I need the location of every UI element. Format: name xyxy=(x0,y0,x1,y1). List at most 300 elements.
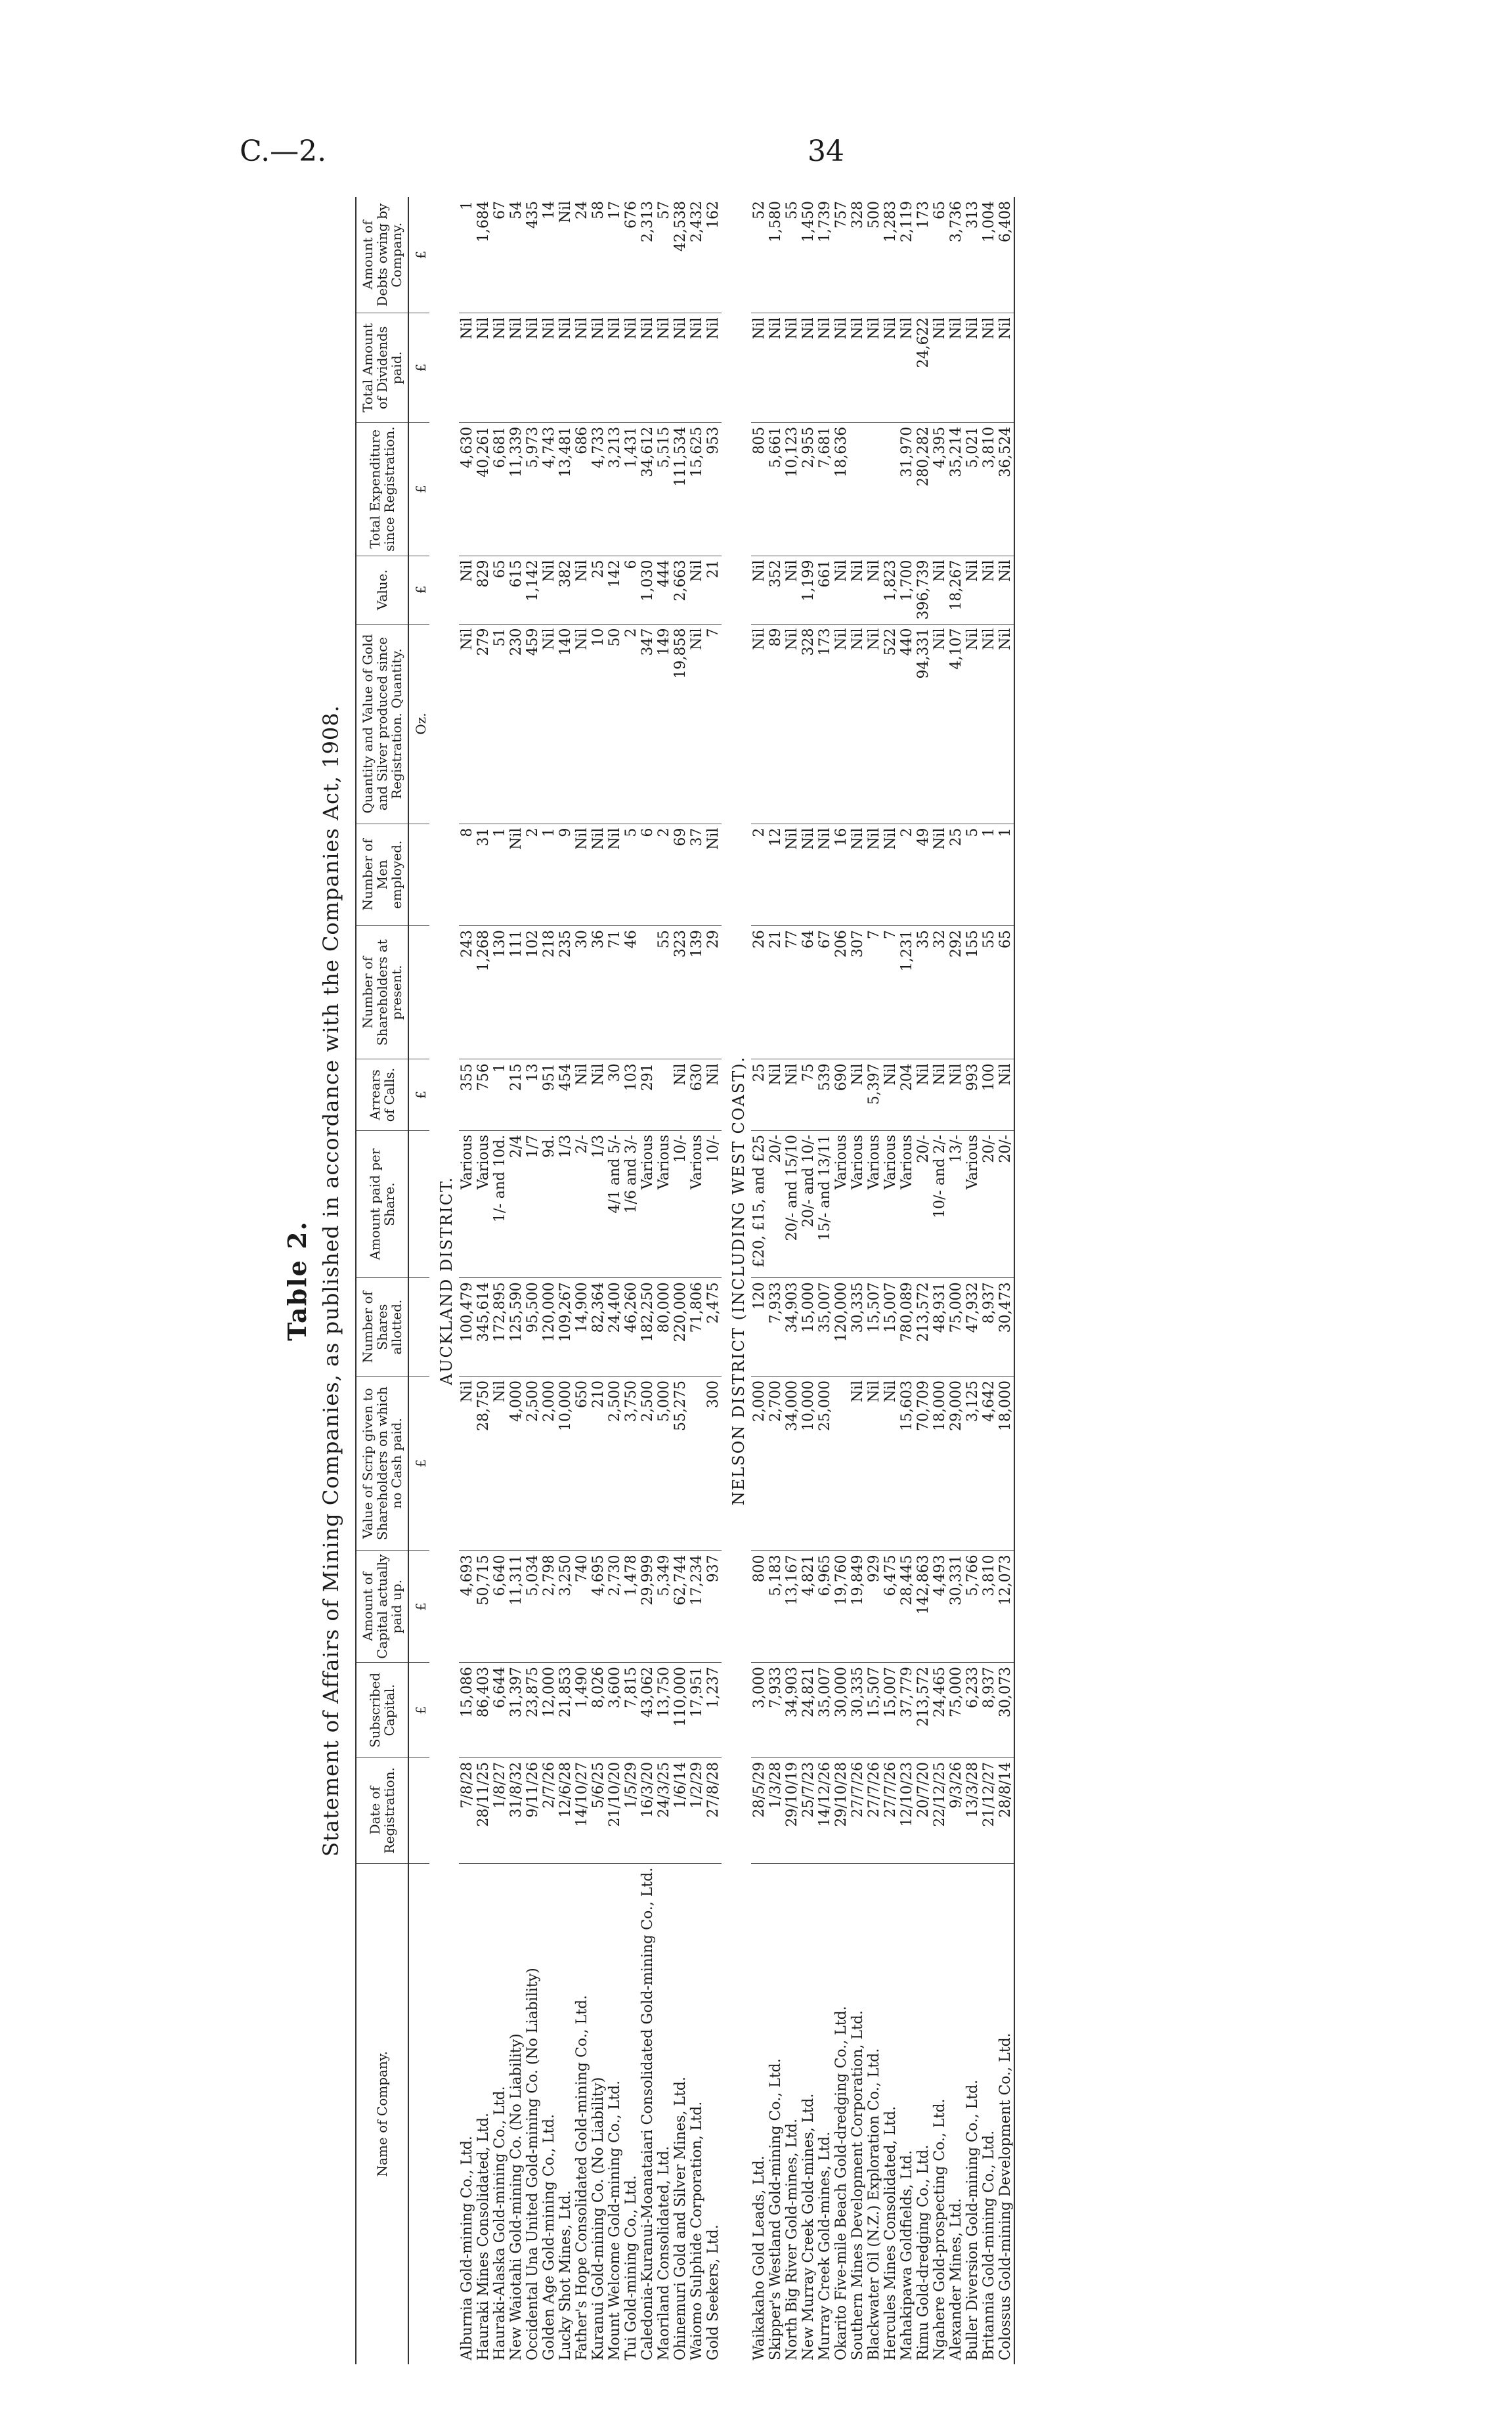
value-cell: 23,875 xyxy=(525,1663,541,1758)
value-cell: 2/- xyxy=(574,1130,590,1277)
value-cell: 17 xyxy=(607,197,623,313)
value-cell: 5,661 xyxy=(767,422,784,556)
value-cell: 235 xyxy=(557,926,574,1059)
value-cell: Nil xyxy=(882,824,899,926)
table-row xyxy=(833,197,850,2364)
value-cell: Nil xyxy=(751,624,767,824)
value-cell: 25 xyxy=(948,824,964,926)
value-cell: 953 xyxy=(705,422,722,556)
company-name-cell: New Murray Creek Gold-mines, Ltd. xyxy=(800,2093,817,2360)
value-cell: 2,432 xyxy=(689,197,705,313)
value-cell: 9/11/26 xyxy=(525,1757,541,1863)
value-cell: 630 xyxy=(689,1059,705,1131)
value-cell: 13/3/28 xyxy=(964,1757,981,1863)
value-cell: 210 xyxy=(590,1376,607,1550)
value-cell: 46 xyxy=(623,926,639,1059)
value-cell: 396,739 xyxy=(915,556,932,624)
value-cell: 30 xyxy=(607,1059,623,1131)
value-cell: 345,614 xyxy=(475,1278,492,1377)
value-cell: 204 xyxy=(899,1059,915,1131)
value-cell: 7,933 xyxy=(767,1278,784,1377)
value-cell: 29/10/19 xyxy=(784,1757,800,1863)
company-name-cell: Lucky Shot Mines, Ltd. xyxy=(557,2190,574,2360)
value-cell: 1,283 xyxy=(882,197,899,313)
value-cell: Nil xyxy=(459,624,475,824)
value-cell: 110,000 xyxy=(672,1663,689,1758)
value-cell: 30,473 xyxy=(997,1278,1014,1377)
value-cell: 149 xyxy=(656,624,672,824)
value-cell: 4,642 xyxy=(981,1376,997,1550)
value-cell: 29/10/28 xyxy=(833,1757,850,1863)
value-cell: 25,000 xyxy=(817,1376,833,1550)
table-row xyxy=(590,197,607,2364)
value-cell: 17,951 xyxy=(689,1663,705,1758)
value-cell: 103 xyxy=(623,1059,639,1131)
value-cell: 454 xyxy=(557,1059,574,1131)
value-cell: 230 xyxy=(508,624,525,824)
value-cell: 21,853 xyxy=(557,1663,574,1758)
company-name-cell: Okarito Five-mile Beach Gold-dredging Co., Ltd. xyxy=(833,2006,850,2360)
company-name-cell: Skipper's Westland Gold-mining Co., Ltd. xyxy=(767,2058,784,2360)
value-cell: 2 xyxy=(751,824,767,926)
table-row xyxy=(623,197,639,2364)
value-cell: 139 xyxy=(689,926,705,1059)
value-cell: Nil xyxy=(574,313,590,422)
value-cell: 2/4 xyxy=(508,1130,525,1277)
value-cell: 291 xyxy=(639,1059,656,1131)
value-cell: 12/10/23 xyxy=(899,1757,915,1863)
value-cell: 1,004 xyxy=(981,197,997,313)
value-cell: 292 xyxy=(948,926,964,1059)
value-cell: 4,493 xyxy=(932,1551,948,1663)
page-number: 34 xyxy=(808,135,844,168)
value-cell: 12 xyxy=(767,824,784,926)
value-cell: Nil xyxy=(850,1376,866,1550)
value-cell: 650 xyxy=(574,1376,590,1550)
value-cell: 13,167 xyxy=(784,1551,800,1663)
column-header: Amount paid per Share. xyxy=(356,1130,408,1277)
value-cell: 120 xyxy=(751,1278,767,1377)
value-cell: 28,445 xyxy=(899,1551,915,1663)
table-row xyxy=(639,197,656,2364)
value-cell: 1,700 xyxy=(899,556,915,624)
value-cell: 14/10/27 xyxy=(574,1757,590,1863)
value-cell: 16 xyxy=(833,824,850,926)
value-cell: 2,500 xyxy=(639,1376,656,1550)
company-name-cell: Hercules Mines Consolidated, Ltd. xyxy=(882,2106,899,2360)
companies-table xyxy=(355,197,1015,2364)
value-cell: 4,693 xyxy=(459,1551,475,1663)
value-cell: 30,335 xyxy=(850,1278,866,1377)
value-cell: 13,481 xyxy=(557,422,574,556)
value-cell: Various xyxy=(964,1130,981,1277)
value-cell: Nil xyxy=(948,1059,964,1131)
value-cell: 5,034 xyxy=(525,1551,541,1663)
value-cell: 89 xyxy=(767,624,784,824)
value-cell: Nil xyxy=(964,313,981,422)
value-cell: 3,810 xyxy=(981,1551,997,1663)
table-row xyxy=(656,197,672,2364)
value-cell: 2 xyxy=(656,824,672,926)
value-cell: 30,331 xyxy=(948,1551,964,1663)
value-cell: Nil xyxy=(639,313,656,422)
value-cell: Various xyxy=(475,1130,492,1277)
value-cell: 7 xyxy=(705,624,722,824)
unit-cell: £ xyxy=(408,313,429,422)
value-cell: 757 xyxy=(833,197,850,313)
value-cell: 937 xyxy=(705,1551,722,1663)
value-cell: Nil xyxy=(800,313,817,422)
column-header: Date of Registration. xyxy=(356,1757,408,1863)
value-cell: 35,007 xyxy=(817,1278,833,1377)
table-row xyxy=(557,197,574,2364)
value-cell xyxy=(689,1376,705,1550)
company-name-cell: Buller Diversion Gold-mining Co., Ltd. xyxy=(964,2079,981,2360)
unit-cell xyxy=(408,824,429,926)
value-cell: 8,937 xyxy=(981,1278,997,1377)
value-cell: 2 xyxy=(525,824,541,926)
value-cell: Various xyxy=(866,1130,882,1277)
value-cell: 7,815 xyxy=(623,1663,639,1758)
value-cell: Nil xyxy=(932,824,948,926)
table-row xyxy=(574,197,590,2364)
value-cell: 5,000 xyxy=(656,1376,672,1550)
value-cell: 1/3/28 xyxy=(767,1757,784,1863)
value-cell: 14,900 xyxy=(574,1278,590,1377)
value-cell: 435 xyxy=(525,197,541,313)
company-name-cell: Gold Seekers, Ltd. xyxy=(705,2224,722,2360)
value-cell: Nil xyxy=(767,1059,784,1131)
value-cell: Nil xyxy=(850,1059,866,1131)
value-cell: 15,507 xyxy=(866,1663,882,1758)
value-cell: 829 xyxy=(475,556,492,624)
value-cell: 19,849 xyxy=(850,1551,866,1663)
value-cell: 5,349 xyxy=(656,1551,672,1663)
value-cell: 100,479 xyxy=(459,1278,475,1377)
value-cell: Nil xyxy=(997,556,1014,624)
value-cell: 2,700 xyxy=(767,1376,784,1550)
value-cell: 6,681 xyxy=(492,422,508,556)
value-cell: 67 xyxy=(817,926,833,1059)
value-cell: 12/6/28 xyxy=(557,1757,574,1863)
value-cell: 120,000 xyxy=(833,1278,850,1377)
value-cell: 100 xyxy=(981,1059,997,1131)
value-cell: 35 xyxy=(915,926,932,1059)
value-cell: 8 xyxy=(459,824,475,926)
value-cell: Various xyxy=(689,1130,705,1277)
value-cell: 24/3/25 xyxy=(656,1757,672,1863)
unit-cell xyxy=(408,926,429,1059)
value-cell: Nil xyxy=(459,1376,475,1550)
value-cell: 1,490 xyxy=(574,1663,590,1758)
value-cell: Nil xyxy=(882,1059,899,1131)
column-header: Quantity and Value of Gold and Silver produced since Registration. Quantity. xyxy=(356,624,408,824)
value-cell: 1 xyxy=(981,824,997,926)
value-cell: 31/8/32 xyxy=(508,1757,525,1863)
value-cell: 6 xyxy=(623,556,639,624)
company-name-cell: Southern Mines Development Corporation, Ltd. xyxy=(850,2010,866,2360)
value-cell: 1,450 xyxy=(800,197,817,313)
value-cell: 1,142 xyxy=(525,556,541,624)
value-cell: 15,007 xyxy=(882,1663,899,1758)
value-cell: 18,636 xyxy=(833,422,850,556)
value-cell: 22/12/25 xyxy=(932,1757,948,1863)
value-cell: 459 xyxy=(525,624,541,824)
unit-cell xyxy=(408,1757,429,1863)
value-cell: 4,733 xyxy=(590,422,607,556)
value-cell: 1,199 xyxy=(800,556,817,624)
table-row xyxy=(541,197,557,2364)
value-cell: 25 xyxy=(590,556,607,624)
value-cell: 780,089 xyxy=(899,1278,915,1377)
value-cell: 140 xyxy=(557,624,574,824)
value-cell: Nil xyxy=(672,1059,689,1131)
value-cell: Nil xyxy=(866,556,882,624)
value-cell: Nil xyxy=(459,556,475,624)
value-cell: Nil xyxy=(833,556,850,624)
value-cell: 5 xyxy=(623,824,639,926)
value-cell: 10/- xyxy=(705,1130,722,1277)
table-row xyxy=(850,197,866,2364)
value-cell: Nil xyxy=(541,556,557,624)
value-cell: Various xyxy=(882,1130,899,1277)
value-cell: 4,821 xyxy=(800,1551,817,1663)
value-cell: 50 xyxy=(607,624,623,824)
value-cell: 690 xyxy=(833,1059,850,1131)
value-cell: 756 xyxy=(475,1059,492,1131)
value-cell xyxy=(882,422,899,556)
value-cell: 307 xyxy=(850,926,866,1059)
table-body xyxy=(408,197,1014,2364)
value-cell: 125,590 xyxy=(508,1278,525,1377)
value-cell: 18,000 xyxy=(997,1376,1014,1550)
value-cell: 75,000 xyxy=(948,1663,964,1758)
column-header: Value of Scrip given to Shareholders on which no Cash paid. xyxy=(356,1376,408,1550)
value-cell: 313 xyxy=(964,197,981,313)
unit-cell: £ xyxy=(408,197,429,313)
value-cell: Various xyxy=(833,1130,850,1277)
value-cell: 62,744 xyxy=(672,1551,689,1663)
value-cell: Nil xyxy=(623,313,639,422)
column-header: Total Amount of Dividends paid. xyxy=(356,313,408,422)
value-cell: 13 xyxy=(525,1059,541,1131)
value-cell: 1,478 xyxy=(623,1551,639,1663)
company-name-cell: Tui Gold-mining Co., Ltd. xyxy=(623,2175,639,2360)
value-cell: 54 xyxy=(508,197,525,313)
value-cell: 25 xyxy=(751,1059,767,1131)
column-header: Name of Company. xyxy=(356,1863,408,2364)
value-cell: 2,500 xyxy=(607,1376,623,1550)
value-cell: 206 xyxy=(833,926,850,1059)
value-cell: Nil xyxy=(574,624,590,824)
value-cell: 67 xyxy=(492,197,508,313)
value-cell: 40,261 xyxy=(475,422,492,556)
value-cell: Nil xyxy=(964,624,981,824)
value-cell: 440 xyxy=(899,624,915,824)
value-cell: 3,000 xyxy=(751,1663,767,1758)
value-cell: Nil xyxy=(590,824,607,926)
value-cell: 1/3 xyxy=(590,1130,607,1277)
value-cell xyxy=(656,1059,672,1131)
value-cell: 15/- and 13/11 xyxy=(817,1130,833,1277)
table-row xyxy=(800,197,817,2364)
value-cell: 8,026 xyxy=(590,1663,607,1758)
value-cell: 1,739 xyxy=(817,197,833,313)
company-name-cell: Hauraki Mines Consolidated, Ltd. xyxy=(475,2112,492,2360)
value-cell: 173 xyxy=(817,624,833,824)
value-cell: 69 xyxy=(672,824,689,926)
value-cell: 1/5/29 xyxy=(623,1757,639,1863)
value-cell: 15,086 xyxy=(459,1663,475,1758)
company-name-cell: Britannia Gold-mining Co., Ltd. xyxy=(981,2130,997,2360)
value-cell: 20/7/20 xyxy=(915,1757,932,1863)
unit-cell: £ xyxy=(408,1376,429,1550)
value-cell: 55 xyxy=(784,197,800,313)
column-header: Number of Shares allotted. xyxy=(356,1278,408,1377)
value-cell: 9/3/26 xyxy=(948,1757,964,1863)
value-cell: 50,715 xyxy=(475,1551,492,1663)
column-header: Total Expenditure since Registration. xyxy=(356,422,408,556)
value-cell: 5,973 xyxy=(525,422,541,556)
value-cell: 17,234 xyxy=(689,1551,705,1663)
company-name-cell: Alexander Mines, Ltd. xyxy=(948,2198,964,2360)
value-cell: Nil xyxy=(866,313,882,422)
value-cell: Various xyxy=(850,1130,866,1277)
value-cell: 20/- and 10/- xyxy=(800,1130,817,1277)
value-cell: 213,572 xyxy=(915,1278,932,1377)
value-cell: 18,267 xyxy=(948,556,964,624)
value-cell: 2,663 xyxy=(672,556,689,624)
value-cell: 1,431 xyxy=(623,422,639,556)
value-cell: 243 xyxy=(459,926,475,1059)
table-subtitle: Statement of Affairs of Mining Companies, as published in accordance with the Companies Act, 1908. xyxy=(318,705,343,1857)
value-cell: 75 xyxy=(800,1059,817,1131)
value-cell: 6,640 xyxy=(492,1551,508,1663)
value-cell: 49 xyxy=(915,824,932,926)
value-cell: 2/7/26 xyxy=(541,1757,557,1863)
value-cell: 323 xyxy=(672,926,689,1059)
value-cell: 30,073 xyxy=(997,1663,1014,1758)
value-cell: 951 xyxy=(541,1059,557,1131)
value-cell: 1/2/29 xyxy=(689,1757,705,1863)
value-cell: 6 xyxy=(639,824,656,926)
value-cell: Nil xyxy=(689,556,705,624)
value-cell: 6,965 xyxy=(817,1551,833,1663)
value-cell: 13/- xyxy=(948,1130,964,1277)
value-cell: 2,475 xyxy=(705,1278,722,1377)
value-cell: 52 xyxy=(751,197,767,313)
value-cell: Nil xyxy=(866,824,882,926)
value-cell: Nil xyxy=(574,824,590,926)
value-cell: 2,730 xyxy=(607,1551,623,1663)
value-cell: 328 xyxy=(800,624,817,824)
value-cell: 2,955 xyxy=(800,422,817,556)
value-cell: 111 xyxy=(508,926,525,1059)
value-cell: Nil xyxy=(997,1059,1014,1131)
value-cell: 5,021 xyxy=(964,422,981,556)
value-cell: 1 xyxy=(541,824,557,926)
value-cell: 300 xyxy=(705,1376,722,1550)
value-cell: 7 xyxy=(882,926,899,1059)
value-cell: 1 xyxy=(459,197,475,313)
value-cell: 51 xyxy=(492,624,508,824)
value-cell: 21 xyxy=(705,556,722,624)
value-cell: Nil xyxy=(689,313,705,422)
value-cell: 4,695 xyxy=(590,1551,607,1663)
value-cell: 48,931 xyxy=(932,1278,948,1377)
value-cell: Nil xyxy=(850,556,866,624)
value-cell: 4/1 and 5/- xyxy=(607,1130,623,1277)
company-name-cell: Mahakipawa Goldfields, Ltd. xyxy=(899,2150,915,2360)
value-cell: 27/7/26 xyxy=(882,1757,899,1863)
value-cell: 1,237 xyxy=(705,1663,722,1758)
company-name-cell: Colossus Gold-mining Development Co., Ltd. xyxy=(997,1863,1014,2364)
table-row xyxy=(705,197,722,2364)
value-cell: 34,903 xyxy=(784,1278,800,1377)
value-cell: 1 xyxy=(997,824,1014,926)
column-header: Number of Men employed. xyxy=(356,824,408,926)
value-cell: 11,339 xyxy=(508,422,525,556)
value-cell: Nil xyxy=(541,624,557,824)
value-cell: 1/- and 10d. xyxy=(492,1130,508,1277)
value-cell: 3,250 xyxy=(557,1551,574,1663)
value-cell: Various xyxy=(639,1130,656,1277)
company-name-cell: Golden Age Gold-mining Co., Ltd. xyxy=(541,2113,557,2360)
value-cell: 19,858 xyxy=(672,624,689,824)
value-cell: Nil xyxy=(525,313,541,422)
value-cell: 1 xyxy=(492,824,508,926)
value-cell: 661 xyxy=(817,556,833,624)
value-cell: 3,810 xyxy=(981,422,997,556)
company-name-cell: Waiomo Sulphide Corporation, Ltd. xyxy=(689,2101,705,2360)
value-cell: 109,267 xyxy=(557,1278,574,1377)
company-name-cell: Ngahere Gold-prospecting Co., Ltd. xyxy=(932,2098,948,2360)
table-row xyxy=(459,197,475,2364)
table-row xyxy=(981,197,997,2364)
table-row xyxy=(817,197,833,2364)
table-row xyxy=(915,197,932,2364)
value-cell: 71,806 xyxy=(689,1278,705,1377)
value-cell: 16/3/20 xyxy=(639,1757,656,1863)
value-cell: Nil xyxy=(997,624,1014,824)
value-cell: 162 xyxy=(705,197,722,313)
value-cell: Nil xyxy=(964,556,981,624)
value-cell: 5,766 xyxy=(964,1551,981,1663)
value-cell: 82,364 xyxy=(590,1278,607,1377)
value-cell: Nil xyxy=(833,313,850,422)
value-cell: 31 xyxy=(475,824,492,926)
value-cell: 7/8/28 xyxy=(459,1757,475,1863)
value-cell: 14/12/26 xyxy=(817,1757,833,1863)
value-cell: 220,000 xyxy=(672,1278,689,1377)
value-cell: 20/- xyxy=(915,1130,932,1277)
value-cell: 35,214 xyxy=(948,422,964,556)
page-ref: C.—2. xyxy=(240,135,327,168)
value-cell: 1,580 xyxy=(767,197,784,313)
value-cell: 382 xyxy=(557,556,574,624)
company-name-cell: North Big River Gold-mines, Ltd. xyxy=(784,2118,800,2360)
table-row xyxy=(475,197,492,2364)
value-cell: Nil xyxy=(574,556,590,624)
header-row xyxy=(356,197,408,2364)
company-name-cell: Waikakaho Gold Leads, Ltd. xyxy=(751,2155,767,2360)
value-cell: Nil xyxy=(705,824,722,926)
company-name-cell: Alburnia Gold-mining Co., Ltd. xyxy=(459,2136,475,2360)
value-cell xyxy=(833,1376,850,1550)
value-cell: 615 xyxy=(508,556,525,624)
value-cell: 2,119 xyxy=(899,197,915,313)
value-cell: 155 xyxy=(964,926,981,1059)
